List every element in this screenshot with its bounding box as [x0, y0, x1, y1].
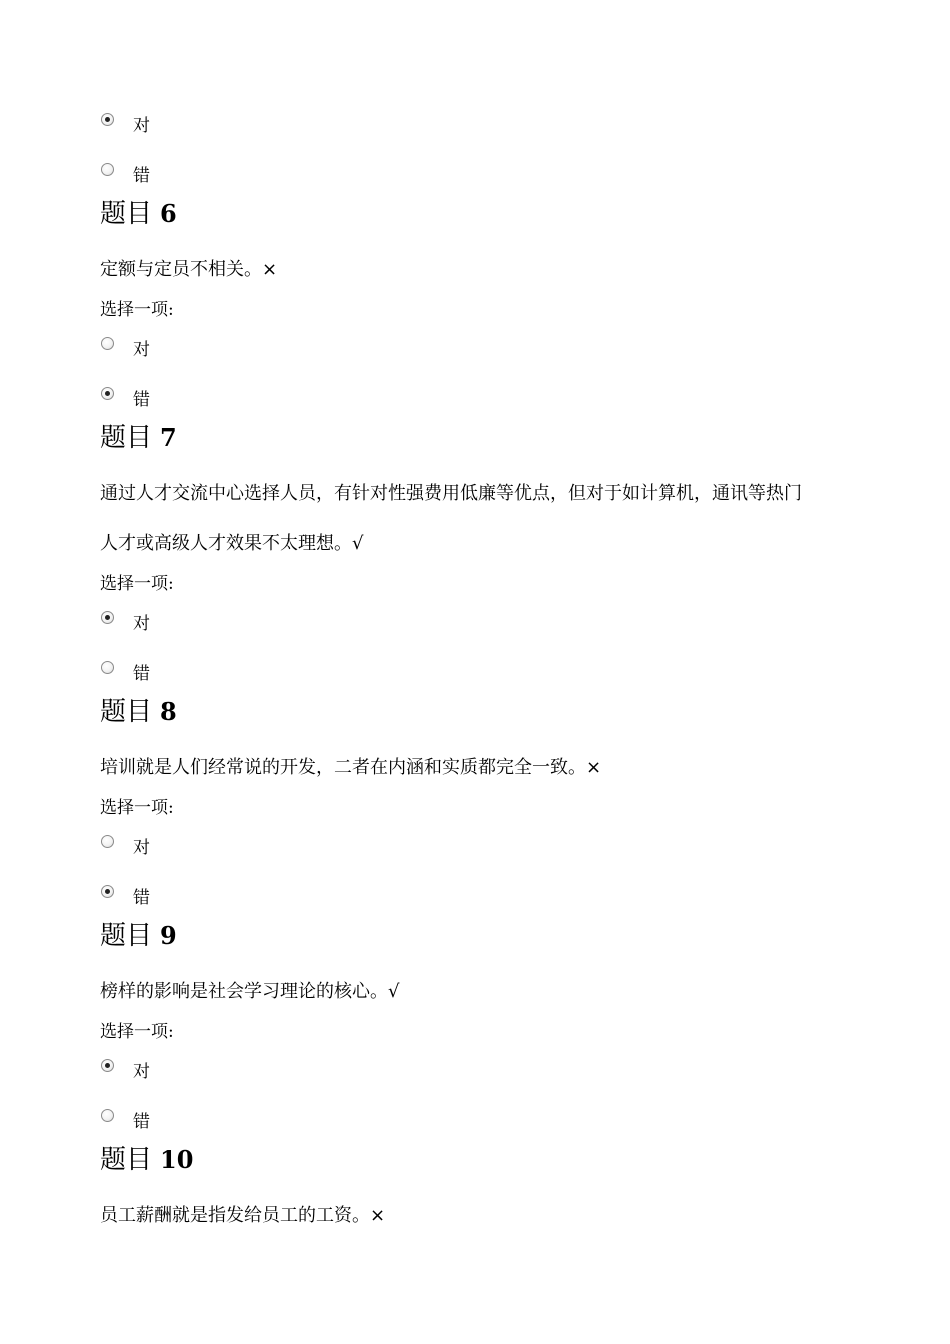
- question-number: 7: [160, 423, 177, 452]
- question-heading: [100, 422, 177, 454]
- option-label-false: 错: [133, 166, 150, 186]
- question-text-line-2: 人才或高级人才效果不太理想。√: [100, 533, 364, 554]
- question-number: 9: [160, 921, 177, 950]
- option-label-true: 对: [133, 340, 150, 360]
- question-text: 榜样的影响是社会学习理论的核心。√: [100, 981, 400, 1002]
- choice-prompt: 选择一项:: [100, 574, 174, 594]
- radio-q8-false[interactable]: [101, 885, 114, 898]
- question-heading: [100, 198, 177, 230]
- question-heading: [100, 696, 177, 728]
- question-text: 员工薪酬就是指发给员工的工资。×: [100, 1205, 386, 1226]
- heading-prefix: 题目: [100, 697, 153, 727]
- question-text-line-1: 通过人才交流中心选择人员，有针对性强费用低廉等优点，但对于如计算机，通讯等热门: [100, 483, 802, 504]
- radio-q9-false[interactable]: [101, 1109, 114, 1122]
- option-label-false: 错: [133, 1112, 150, 1132]
- option-label-false: 错: [133, 664, 150, 684]
- radio-prev-false[interactable]: [101, 163, 114, 176]
- option-label-false: 错: [133, 390, 150, 410]
- question-number: 6: [160, 199, 177, 228]
- choice-prompt: 选择一项:: [100, 300, 174, 320]
- choice-prompt: 选择一项:: [100, 1022, 174, 1042]
- question-number: 8: [160, 697, 177, 726]
- radio-q6-true[interactable]: [101, 337, 114, 350]
- choice-prompt: 选择一项:: [100, 798, 174, 818]
- option-label-true: 对: [133, 1062, 150, 1082]
- radio-prev-true[interactable]: [101, 113, 114, 126]
- radio-q6-false[interactable]: [101, 387, 114, 400]
- option-label-false: 错: [133, 888, 150, 908]
- heading-prefix: 题目: [100, 199, 153, 229]
- option-label-true: 对: [133, 116, 150, 136]
- option-label-true: 对: [133, 838, 150, 858]
- question-number: 10: [160, 1145, 194, 1174]
- option-label-true: 对: [133, 614, 150, 634]
- heading-prefix: 题目: [100, 921, 153, 951]
- radio-q9-true[interactable]: [101, 1059, 114, 1072]
- radio-q8-true[interactable]: [101, 835, 114, 848]
- radio-q7-false[interactable]: [101, 661, 114, 674]
- heading-prefix: 题目: [100, 1145, 153, 1175]
- question-text: 培训就是人们经常说的开发，二者在内涵和实质都完全一致。×: [100, 757, 602, 778]
- heading-prefix: 题目: [100, 423, 153, 453]
- question-text: 定额与定员不相关。×: [100, 259, 278, 280]
- radio-q7-true[interactable]: [101, 611, 114, 624]
- question-heading: [100, 920, 177, 952]
- question-heading: [100, 1144, 193, 1176]
